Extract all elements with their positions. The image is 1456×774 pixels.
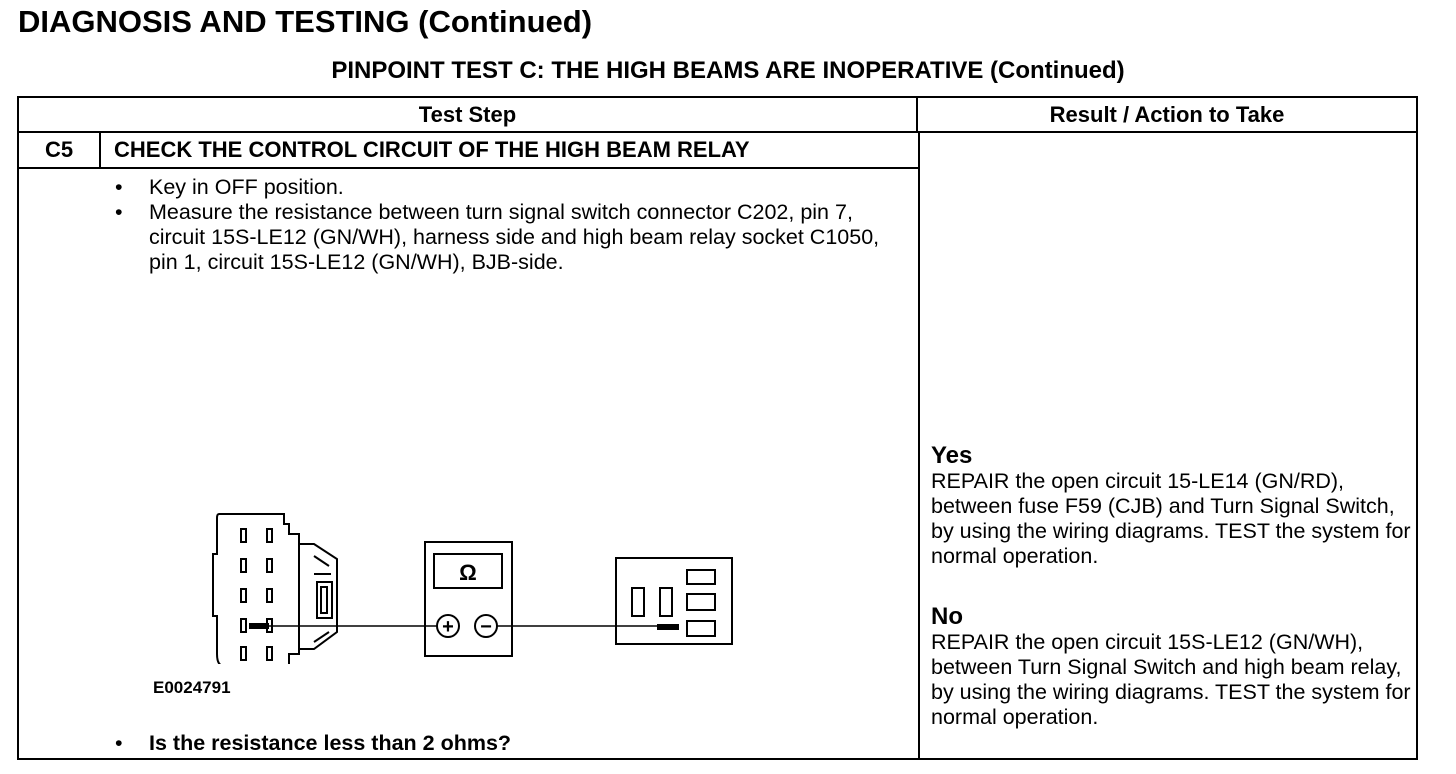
instruction-text: Measure the resistance between turn signal switch connector C202, pin 7, circuit 15S-LE12 (GN/WH), harness side and high beam relay socket C1050, pin 1, circuit 15S-LE12 (GN/WH), BJB-side. — [149, 200, 880, 274]
bullet-marker: • — [115, 731, 123, 755]
ohmmeter-icon — [425, 542, 512, 656]
meter-plus-terminal: + — [442, 616, 454, 638]
pinpoint-test-table — [17, 96, 1418, 760]
result-yes-label: Yes — [931, 442, 973, 469]
column-divider — [918, 133, 920, 760]
pinpoint-test-title: PINPOINT TEST C: THE HIGH BEAMS ARE INOPERATIVE (Continued) — [331, 57, 1125, 84]
bullet-marker: • — [115, 200, 123, 224]
step-row — [19, 133, 918, 169]
result-action-header: Result / Action to Take — [918, 98, 1416, 133]
step-title: CHECK THE CONTROL CIRCUIT OF THE HIGH BEAM RELAY — [114, 137, 750, 162]
step-instructions — [115, 175, 895, 275]
step-number: C5 — [19, 133, 101, 167]
meter-minus-terminal: − — [480, 616, 492, 638]
test-probe-icon — [249, 623, 269, 629]
instruction-text: Key in OFF position. — [149, 175, 344, 199]
bullet-marker: • — [115, 175, 123, 199]
instruction-item — [115, 175, 895, 200]
result-yes — [931, 443, 1421, 569]
socket-probe-icon — [657, 624, 679, 630]
test-step-header: Test Step — [19, 98, 918, 133]
result-no — [931, 604, 1421, 730]
instruction-item — [115, 200, 895, 275]
result-no-label: No — [931, 603, 963, 630]
question-text: Is the resistance less than 2 ohms? — [149, 731, 512, 755]
ohm-symbol: Ω — [459, 560, 477, 585]
result-no-action: REPAIR the open circuit 15S-LE12 (GN/WH), between Turn Signal Switch and high beam relay, by using the wiring diagrams. TEST the system for normal operation. — [931, 630, 1411, 729]
result-yes-action: REPAIR the open circuit 15-LE14 (GN/RD), between fuse F59 (CJB) and Turn Signal Switch, by using the wiring diagrams. TEST the system for normal operation. — [931, 469, 1411, 568]
turn-signal-switch-connector-icon — [213, 514, 337, 664]
step-question — [115, 731, 511, 756]
high-beam-relay-socket-icon — [616, 558, 732, 644]
resistance-measurement-diagram — [189, 504, 749, 664]
figure-id: E0024791 — [153, 678, 231, 697]
page-title: DIAGNOSIS AND TESTING (Continued) — [18, 4, 593, 39]
